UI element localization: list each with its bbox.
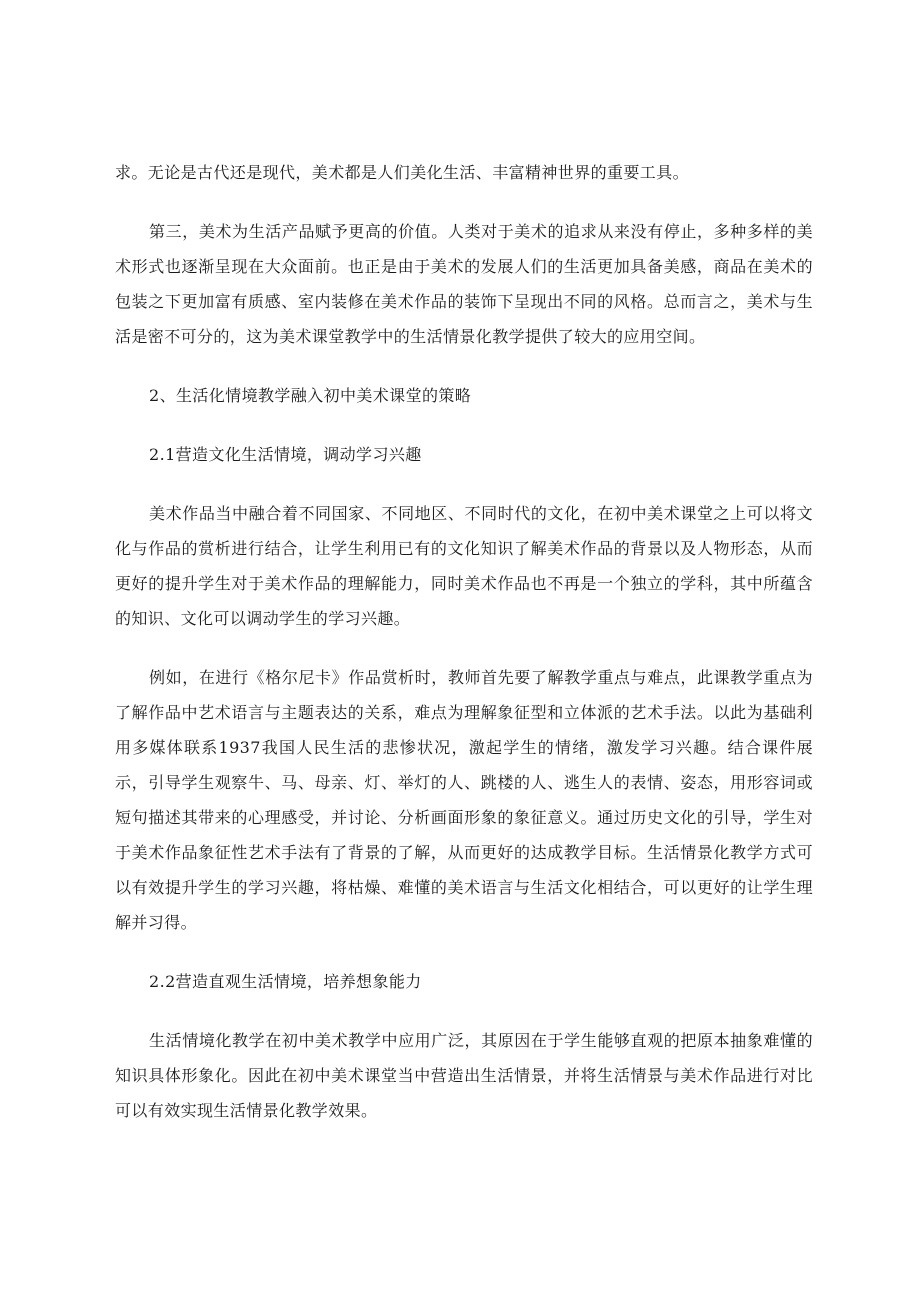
paragraph-continued: 求。无论是古代还是现代，美术都是人们美化生活、丰富精神世界的重要工具。 — [115, 163, 690, 182]
paragraph-intuitive: 生活情境化教学在初中美术教学中应用广泛，其原因在于学生能够直观的把原本抽象难懂的知识具体形象化。因此在初中美术课堂当中营造出生活情景，并将生活情景与美术作品进行对比可以有效实现生活情景化教学效果。 — [115, 1031, 813, 1120]
subsection-heading-2-2: 2.2营造直观生活情境，培养想象能力 — [149, 972, 422, 991]
subsection-heading-2-1: 2.1营造文化生活情境，调动学习兴趣 — [149, 445, 422, 464]
section-heading-2: 2、生活化情境教学融入初中美术课堂的策略 — [149, 386, 472, 405]
paragraph-third-point: 第三，美术为生活产品赋予更高的价值。人类对于美术的追求从来没有停止，多种多样的美术形式也逐渐呈现在大众面前。也正是由于美术的发展人们的生活更加具备美感，商品在美术的包装之下更加富有质感、室内装修在美术作品的装饰下呈现出不同的风格。总而言之，美术与生活是密不可分的，这为美术课堂教学中的生活情景化教学提供了较大的应用空间。 — [115, 222, 813, 346]
paragraph-culture: 美术作品当中融合着不同国家、不同地区、不同时代的文化，在初中美术课堂之上可以将文化与作品的赏析进行结合，让学生利用已有的文化知识了解美术作品的背景以及人物形态，从而更好的提升学生对于美术作品的理解能力，同时美术作品也不再是一个独立的学科，其中所蕴含的知识、文化可以调动学生的学习兴趣。 — [115, 504, 813, 628]
document-body — [115, 155, 813, 1152]
paragraph-example-guernica: 例如，在进行《格尔尼卡》作品赏析时，教师首先要了解教学重点与难点，此课教学重点为了解作品中艺术语言与主题表达的关系，难点为理解象征型和立体派的艺术手法。以此为基础利用多媒体联系1937我国人民生活的悲惨状况，激起学生的情绪，激发学习兴趣。结合课件展示，引导学生观察牛、马、母亲、灯、举灯的人、跳楼的人、逃生人的表情、姿态，用形容词或短句描述其带来的心理感受，并讨论、分析画面形象的象征意义。通过历史文化的引导，学生对于美术作品象征性艺术手法有了背景的了解，从而更好的达成教学目标。生活情景化教学方式可以有效提升学生的学习兴趣，将枯燥、难懂的美术语言与生活文化相结合，可以更好的让学生理解并习得。 — [115, 668, 813, 932]
